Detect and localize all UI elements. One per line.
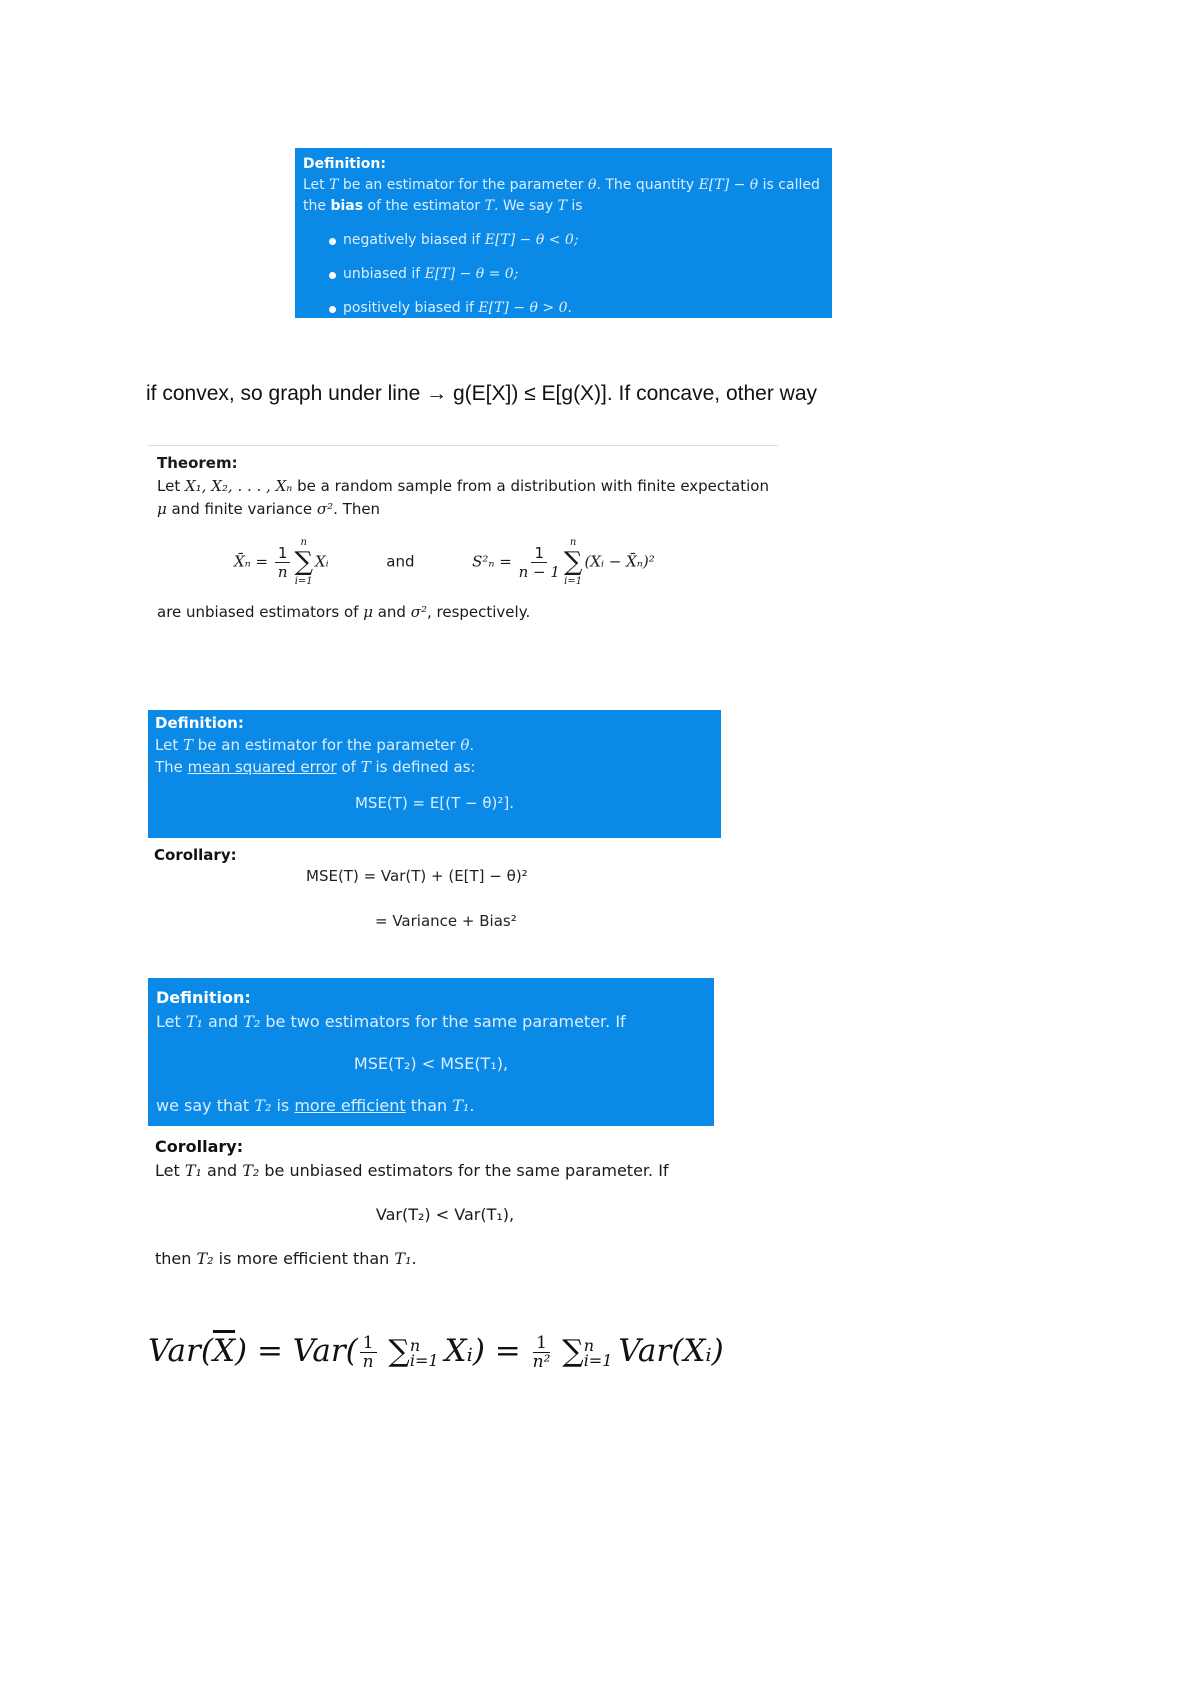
corollary-efficiency-line1 bbox=[155, 1159, 735, 1183]
denominator: n − 1 bbox=[518, 562, 560, 581]
math-xbar-lhs: X̄ₙ = bbox=[234, 552, 269, 571]
text: and bbox=[202, 1012, 244, 1031]
text: The bbox=[155, 758, 188, 776]
text: . Then bbox=[333, 500, 381, 518]
math-T: T bbox=[329, 177, 339, 193]
text: are unbiased estimators of bbox=[157, 603, 364, 621]
math-sigma: σ² bbox=[316, 500, 334, 518]
numerator: 1 bbox=[531, 544, 547, 563]
theorem-line1 bbox=[157, 475, 777, 498]
math-expr: E[T] − θ = 0; bbox=[424, 266, 519, 282]
numerator: 1 bbox=[360, 1334, 377, 1353]
more-efficient-link[interactable]: more efficient bbox=[294, 1096, 406, 1115]
definition-bias-line2 bbox=[303, 196, 824, 217]
sum-symbol: ∑ bbox=[562, 1334, 584, 1369]
mse-decomposition-equation: MSE(T) = Var(T) + (E[T] − θ)² bbox=[306, 867, 528, 885]
fraction bbox=[275, 544, 291, 581]
sum-upper: n bbox=[409, 1335, 421, 1355]
text: . We say bbox=[493, 198, 558, 214]
text: and bbox=[372, 603, 411, 621]
math-term: Var(Xᵢ) bbox=[618, 1333, 724, 1369]
mse-equation: MSE(T) = E[(T − θ)²]. bbox=[354, 794, 515, 812]
corollary-heading: Corollary: bbox=[154, 846, 237, 864]
text: be two estimators for the same parameter. If bbox=[260, 1012, 626, 1031]
math-expr: E[T] − θ > 0. bbox=[478, 300, 572, 316]
sum-lower: i=1 bbox=[564, 576, 583, 587]
definition-heading: Definition: bbox=[303, 156, 386, 172]
text: Let bbox=[156, 1012, 186, 1031]
text: . The quantity bbox=[596, 177, 699, 193]
text: positively biased if bbox=[343, 300, 479, 316]
text: . bbox=[469, 736, 475, 754]
denominator: n bbox=[362, 1352, 374, 1372]
text: be an estimator for the parameter bbox=[338, 177, 589, 193]
math-T2: T₂ bbox=[243, 1012, 261, 1031]
sum-symbol: ∑ bbox=[388, 1334, 410, 1369]
math-T1: T₁ bbox=[185, 1012, 203, 1031]
theorem-heading: Theorem: bbox=[157, 454, 238, 472]
numerator: 1 bbox=[533, 1334, 550, 1353]
text: and bbox=[201, 1161, 243, 1180]
text: of bbox=[336, 758, 361, 776]
text: . bbox=[411, 1249, 417, 1268]
text: is bbox=[566, 198, 583, 214]
math-equals: ) = bbox=[472, 1333, 531, 1369]
variance-bias-equation: = Variance + Bias² bbox=[375, 912, 517, 930]
text: is bbox=[271, 1096, 295, 1115]
definition-efficiency-conclusion bbox=[156, 1094, 706, 1118]
theorem-line2 bbox=[157, 498, 777, 521]
definition-heading: Definition: bbox=[155, 714, 244, 732]
text: negatively biased if bbox=[343, 232, 485, 248]
text: and finite variance bbox=[166, 500, 317, 518]
text: of the estimator bbox=[363, 198, 485, 214]
corollary-efficiency-block bbox=[155, 1135, 735, 1271]
sum-upper: n bbox=[583, 1335, 594, 1355]
mean-squared-error-link[interactable]: mean squared error bbox=[187, 758, 337, 776]
theorem-block bbox=[157, 452, 777, 624]
theorem-equations bbox=[234, 537, 777, 587]
definition-mse-line2 bbox=[155, 756, 714, 778]
math-s-lhs: S²ₙ = bbox=[472, 552, 512, 571]
definition-heading: Definition: bbox=[156, 988, 251, 1007]
math-mu: μ bbox=[157, 500, 167, 518]
text: unbiased if bbox=[343, 266, 425, 282]
math-T1: T₁ bbox=[394, 1249, 412, 1268]
definition-mse-line1 bbox=[155, 734, 714, 756]
math-T: T bbox=[182, 736, 193, 754]
sum-upper: n bbox=[300, 537, 307, 548]
corollary-efficiency-conclusion bbox=[155, 1247, 735, 1271]
text: Let bbox=[303, 177, 330, 193]
math-sigma: σ² bbox=[410, 603, 427, 621]
text: . bbox=[469, 1096, 475, 1115]
sum-symbol: n ∑ i=1 bbox=[563, 537, 583, 587]
sum-lower: i=1 bbox=[294, 576, 313, 587]
theorem-line3 bbox=[157, 601, 777, 624]
variance-condition-equation: Var(T₂) < Var(T₁), bbox=[375, 1205, 515, 1224]
definition-efficiency-box bbox=[148, 978, 714, 1126]
math-var-open: Var( bbox=[148, 1333, 213, 1369]
math-term: Xᵢ bbox=[315, 552, 329, 571]
text: be unbiased estimators for the same parameter. If bbox=[259, 1161, 669, 1180]
text: be an estimator for the parameter bbox=[193, 736, 461, 754]
sum-symbol: n ∑ i=1 bbox=[294, 537, 313, 587]
math-theta: θ bbox=[588, 177, 597, 193]
definition-bias-box bbox=[295, 148, 832, 318]
sum-limits bbox=[409, 1335, 439, 1370]
text: we say that bbox=[156, 1096, 255, 1115]
sum-lower: i=1 bbox=[583, 1350, 613, 1370]
list-item bbox=[303, 230, 824, 251]
text: is called bbox=[758, 177, 820, 193]
definition-efficiency-line1 bbox=[156, 1010, 706, 1034]
math-T: T bbox=[557, 198, 567, 214]
fraction bbox=[360, 1334, 377, 1371]
math-expr: E[T] − θ bbox=[698, 177, 759, 193]
math-T2: T₂ bbox=[196, 1249, 214, 1268]
math-var-open: ) = Var( bbox=[235, 1333, 358, 1369]
text: be a random sample from a distribution with finite expectation bbox=[292, 477, 769, 495]
convexity-note: if convex, so graph under line → g(E[X]) ≤ E[g(X)]. If concave, other way bbox=[146, 382, 817, 405]
corollary-heading: Corollary: bbox=[155, 1137, 244, 1156]
list-item bbox=[303, 298, 824, 319]
numerator: 1 bbox=[275, 544, 291, 563]
math-T: T bbox=[360, 758, 371, 776]
math-theta: θ bbox=[460, 736, 470, 754]
math-mu: μ bbox=[363, 603, 373, 621]
list-item bbox=[303, 264, 824, 285]
fraction bbox=[533, 1334, 551, 1371]
math-T2: T₂ bbox=[242, 1161, 260, 1180]
sum-upper: n bbox=[569, 537, 577, 548]
sum-limits bbox=[583, 1335, 613, 1370]
fraction bbox=[519, 544, 560, 581]
bias-bullet-list bbox=[303, 230, 824, 319]
text: the bbox=[303, 198, 331, 214]
denominator: n² bbox=[532, 1352, 551, 1372]
math-xbar: $\overline{X}$ bbox=[212, 1333, 236, 1369]
and-text: and bbox=[386, 552, 415, 571]
denominator: n bbox=[277, 562, 288, 581]
text: then bbox=[155, 1249, 197, 1268]
math-vars: X₁, X₂, . . . , Xₙ bbox=[184, 477, 293, 495]
text: Let bbox=[155, 736, 183, 754]
text: Let bbox=[155, 1161, 185, 1180]
variance-of-mean-formula bbox=[148, 1333, 724, 1371]
text: Let bbox=[157, 477, 185, 495]
definition-bias-line1 bbox=[303, 175, 824, 196]
definition-mse-box bbox=[148, 710, 721, 838]
math-T1: T₁ bbox=[184, 1161, 202, 1180]
text: is defined as: bbox=[370, 758, 476, 776]
math-T1: T₁ bbox=[452, 1096, 470, 1115]
divider bbox=[148, 445, 778, 446]
text: than bbox=[405, 1096, 453, 1115]
math-term: (Xᵢ − X̄ₙ)² bbox=[584, 552, 655, 571]
sum-lower: i=1 bbox=[409, 1350, 439, 1370]
bias-term: bias bbox=[330, 198, 364, 214]
math-expr: E[T] − θ < 0; bbox=[484, 232, 579, 248]
math-T2: T₂ bbox=[254, 1096, 272, 1115]
efficiency-condition-equation: MSE(T₂) < MSE(T₁), bbox=[353, 1054, 509, 1073]
text: , respectively. bbox=[426, 603, 531, 621]
math-term: Xᵢ bbox=[444, 1333, 473, 1369]
math-T: T bbox=[484, 198, 494, 214]
text: is more efficient than bbox=[213, 1249, 395, 1268]
